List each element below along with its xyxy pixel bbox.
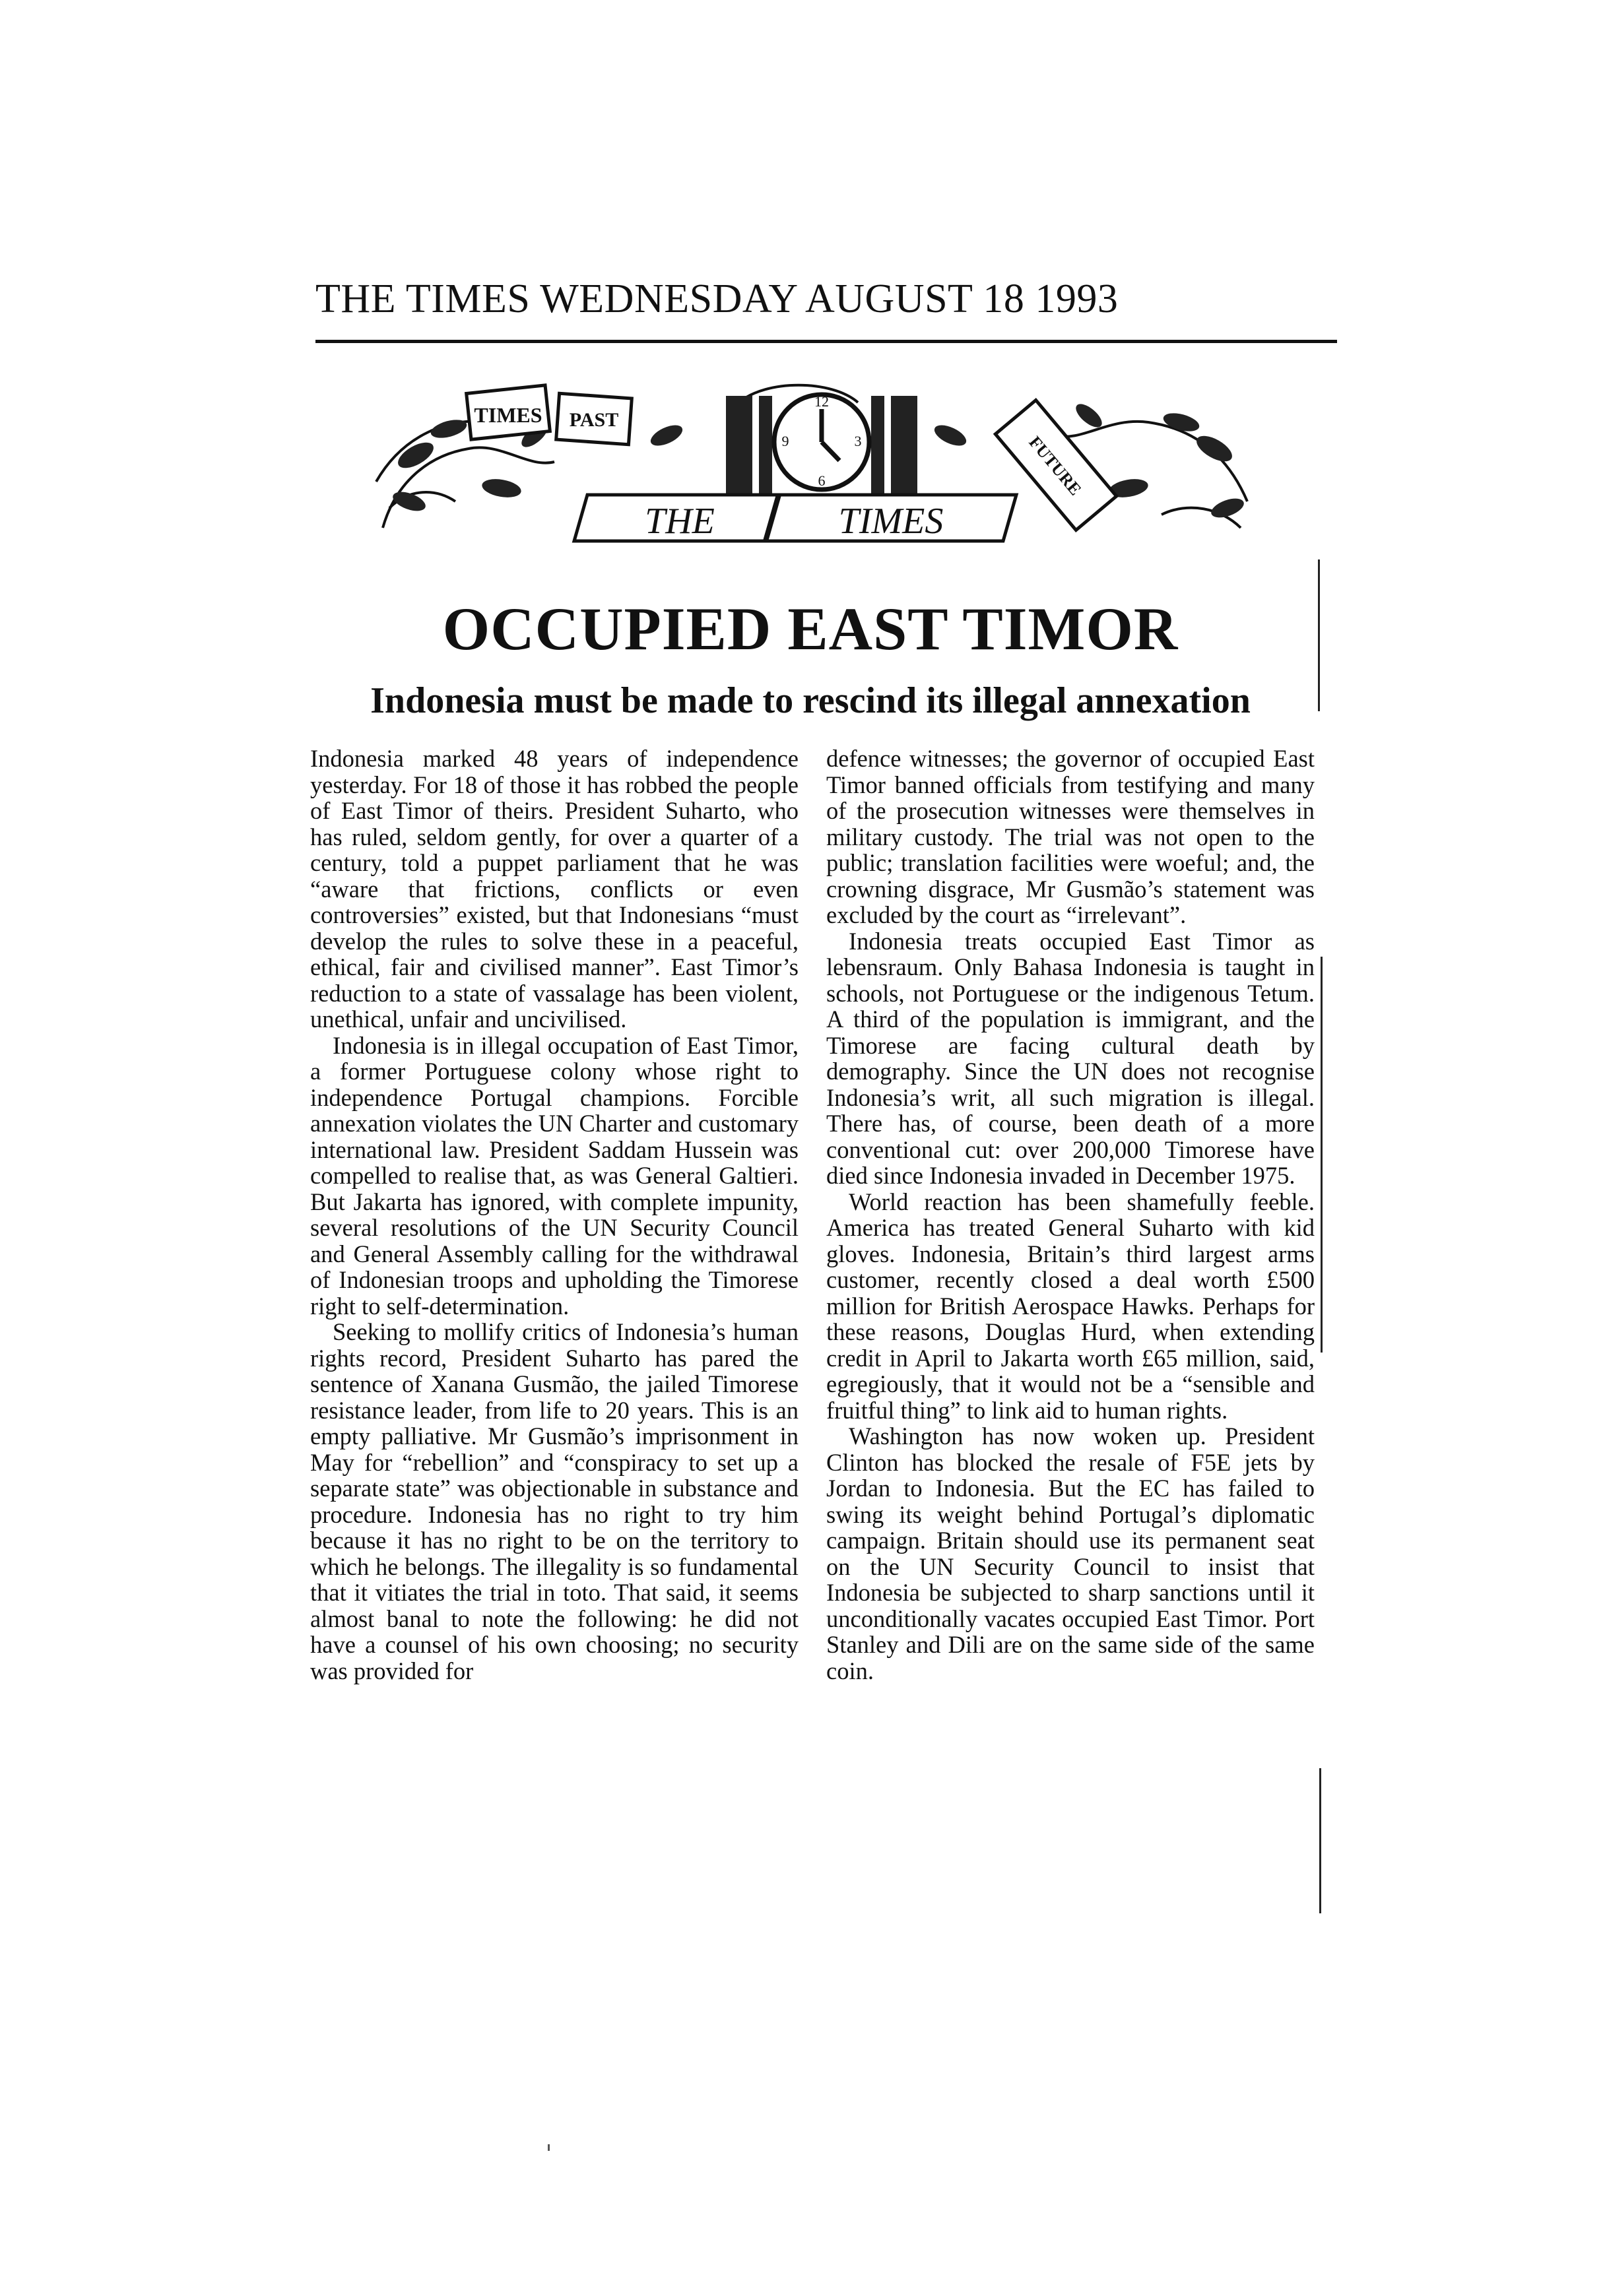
article-paragraph: defence witnesses; the governor of occupied East Timor banned officials from testifying and many of the prosecution witnesses were themselves in military custody. The trial was not open to the public; translation facilities were woeful; and, the crowning disgrace, Mr Gusmão’s statement was excluded by the court as “irrelevant”.: [826, 745, 1315, 928]
article-paragraph: Indonesia is in illegal occupation of East Timor, a former Portuguese colony whose right to independence Portugal champions. Forcible annexation violates the UN Charter and customary international law. President Saddam Hussein was compelled to realise that, as was General Galtieri. But Jakarta has ignored, with complete impunity, several resolutions of the UN Security Council and General Assembly calling for the withdrawal of Indonesian troops and upholding the Timorese right to self-determination.: [310, 1031, 799, 1320]
times-past-future-masthead-illustration: [370, 376, 1254, 548]
column-edge-mark: [1321, 957, 1323, 1353]
article-paragraph: Washington has now woken up. President Clinton has blocked the resale of F5E jets by Jordan to Indonesia. But the EC has failed to swing its weight behind Portugal’s diplomatic campaign. Britain should use its permanent seat on the UN Security Council to insist that Indonesia be subjected to sharp sanctions until it unconditionally vacates occupied East Timor. Port Stanley and Dili are on the same side of the same coin.: [826, 1422, 1315, 1684]
column-edge-mark: [1318, 559, 1320, 711]
article-paragraph: Indonesia marked 48 years of independence yesterday. For 18 of those it has robbed the people of East Timor of theirs. President Suharto, who has ruled, seldom gently, for over a quarter of a century, told a puppet parliament that he was “aware that frictions, conflicts or even controversies” existed, but that Indonesians “must develop the rules to solve these in a peaceful, ethical, fair and civilised manner”. East Timor’s reduction to a state of vassalage has been violent, unethical, unfair and uncivilised.: [310, 745, 799, 1033]
svg-text:12: 12: [814, 393, 829, 410]
dateline: THE TIMES WEDNESDAY AUGUST 18 1993: [315, 276, 1119, 321]
article-column-left: [310, 746, 799, 1684]
masthead-label-times: TIMES: [474, 403, 542, 427]
article-paragraph: Seeking to mollify critics of Indonesia’s human rights record, President Suharto has pared the sentence of Xanana Gusmão, the jailed Timorese resistance leader, from life to 20 years. This is an empty palliative. Mr Gusmão’s imprisonment in May for “rebellion” and “conspiracy to set up a separate state” was objectionable in substance and procedure. Indonesia has no right to try him because it has no right to be on the territory to which he belongs. The illegality is so fundamental that it vitiates the trial in toto. That said, it seems almost banal to note the following: he did not have a counsel of his own choosing; no security was provided for: [310, 1318, 799, 1684]
svg-text:3: 3: [854, 433, 862, 449]
article-paragraph: World reaction has been shamefully feeble. America has treated General Suharto with kid gloves. Indonesia, Britain’s third largest arms customer, recently closed a deal worth £500 million for British Aerospace Hawks. Perhaps for these reasons, Douglas Hurd, when extending credit in April to Jakarta worth £65 million, said, egregiously, that it would not be a “sensible and fruitful thing” to link aid to human rights.: [826, 1188, 1315, 1424]
svg-text:6: 6: [818, 472, 826, 489]
column-edge-mark: [1319, 1768, 1321, 1913]
masthead-label-times-banner: TIMES: [838, 501, 944, 542]
article-paragraph: Indonesia treats occupied East Timor as lebensraum. Only Bahasa Indonesia is taught in schools, not Portuguese or the indigenous Tetum. A third of the population is immigrant, and the Timorese are facing cultural death by demography. Since the UN does not recognise Indonesia’s writ, all such migration is illegal. There has, of course, been death of a more conventional cut: over 200,000 Timorese have died since Indonesia invaded in December 1975.: [826, 927, 1315, 1189]
scan-speck: [548, 2144, 550, 2151]
svg-text:9: 9: [781, 433, 789, 449]
article-headline: OCCUPIED EAST TIMOR: [442, 595, 1179, 662]
article-subheadline: Indonesia must be made to rescind its illegal annexation: [370, 680, 1251, 721]
article-column-right: [826, 746, 1315, 1684]
masthead-label-the: THE: [645, 501, 715, 542]
masthead-label-future: FUTURE: [1025, 432, 1086, 499]
masthead-label-past: PAST: [569, 409, 619, 431]
header-rule: [315, 340, 1337, 343]
